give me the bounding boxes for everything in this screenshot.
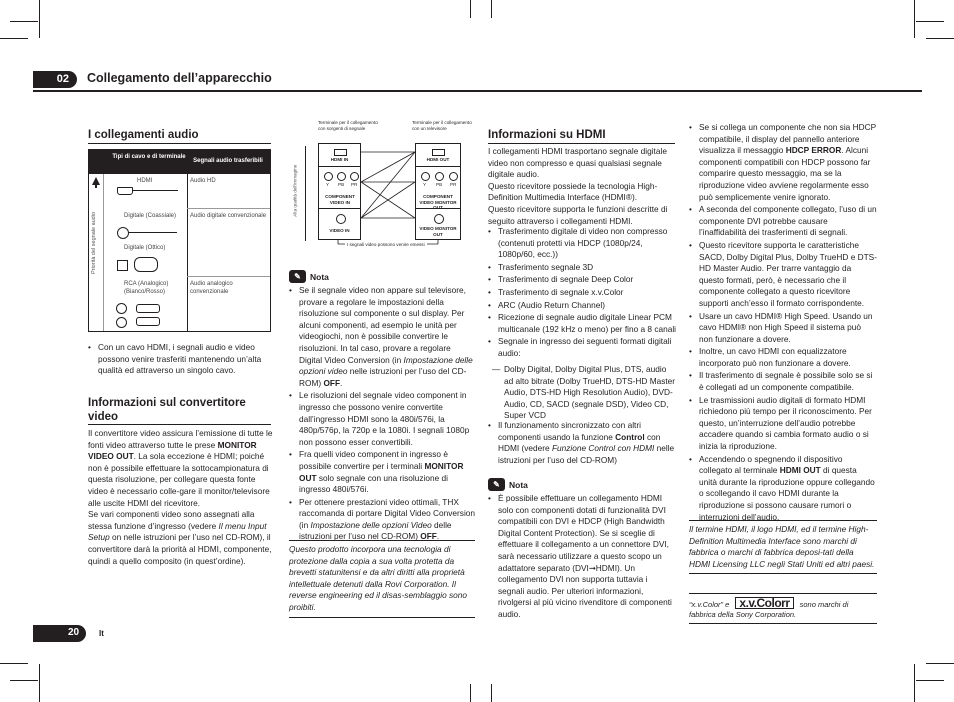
table-cell-signal: Audio HD (190, 178, 216, 184)
crop-mark (916, 21, 944, 22)
paragraph: I collegamenti HDMI trasportano segnale digitale video non compresso e quasi qualsiasi segnale digitale audio. (488, 146, 667, 180)
crop-mark (470, 0, 471, 18)
paragraph: Questo ricevitore possiede la tecnologia High-Definition Multimedia Interface (HDMI®). (488, 180, 658, 203)
hdmi-notes-list (689, 122, 877, 524)
table-side-divider (103, 174, 104, 331)
rovi-notice-box: Questo prodotto incorpora una tecnologia di protezione dalla copia a sua volta protetta da brevetti statunitensi e da altri diritti alla proprietà intellettuale detenuti dalla Rovi Corporation. Il reverse engineering ed il disas-semblaggio sono proibiti. (289, 540, 475, 618)
audio-format-list (488, 364, 676, 422)
rca-plug-icon (136, 304, 160, 313)
crop-mark (0, 663, 28, 664)
list-item: • Trasferimento di segnale x.v.Color (488, 287, 676, 299)
jack-label-y: Y (423, 182, 427, 187)
table-cell-signal: Audio analogico convenzionale (190, 281, 233, 295)
dvi-note (488, 493, 676, 622)
crop-mark (926, 38, 954, 39)
list-item: • Segnale in ingresso dei seguenti formati digitali audio: (488, 336, 676, 359)
list-item: • Il funzionamento sincronizzato con altri componenti usando la funzione Control con HDMI (vedere Funzione Control con HDMI nelle istruzioni per l’uso del CD-ROM) (488, 420, 676, 466)
video-out-label: VIDEO MONITOR OUT (419, 226, 457, 237)
list-item: • Trasferimento segnale 3D (488, 262, 676, 274)
list-item: • Fra quelli video component in ingresso è possibile convertire per i terminali MONITOR OUT solo segnale con una risoluzione di ingresso 480i/576i. (289, 449, 476, 495)
table-cell-signal: Audio digitale convenzionale (190, 213, 267, 219)
paragraph: Il convertitore video assicura l’emissione di tutte le fonti video attraverso tutte le prese MONITOR VIDEO OUT. La sola eccezione è HDMI; poiché non è possibile effettuare la sottocampionatura di questa risoluzione, per collegare questa fonte video è necessario colle-gare il monitor/televisore alle uscite HDMI del ricevitore. (88, 428, 273, 508)
cable-line (129, 232, 177, 233)
hdmi-audio-note (88, 342, 271, 378)
list-item: • A seconda del componente collegato, l’uso di un componente DVI potrebbe causare l’inaffidabilità dei trasferimenti di segnali. (689, 204, 877, 239)
list-item: • Se il segnale video non appare sul televisore, provare a regolare le impostazioni della risoluzione sul componente o sul display. Per alcuni componenti, ad esempio le unità per videogiochi, non è possibile convertire le risoluzioni. In tal caso, provare a regolare Digital Video Conversion (in Impostazione delle opzioni video nelle istruzioni per l’uso del CD-ROM) OFF. (289, 285, 476, 389)
rca-connector-icon (116, 317, 127, 328)
crop-mark (39, 0, 40, 38)
list-item: • Il trasferimento di segnale è possibile solo se si è collegati ad un componente compatibile. (689, 370, 877, 393)
crop-mark (39, 664, 40, 702)
priority-arrow-shaft (95, 184, 97, 188)
chapter-badge: 02 (33, 71, 77, 88)
component-in-label: COMPONENT VIDEO IN (325, 194, 355, 205)
video-in-label: VIDEO IN (329, 228, 350, 233)
page-language: It (99, 629, 104, 638)
hdmi-control-item (488, 420, 676, 467)
header-rule (33, 90, 922, 92)
list-item: • Con un cavo HDMI, i segnali audio e video possono venire trasferiti mantenendo un’alta qualità ed attraverso un singolo cavo. (88, 342, 271, 377)
jack-label-pb: PB (338, 182, 345, 187)
table-cell-cable: RCA (Analogico) (Bianco/Rosso) (124, 281, 169, 295)
diagram-side-label: Alta qualità dell’immagine (292, 164, 298, 217)
table-cell-cable: HDMI (137, 178, 153, 184)
jack-label-pr: PR (351, 182, 358, 187)
crop-mark (10, 680, 38, 681)
rca-connector-icon (116, 303, 127, 314)
section-heading-audio: I collegamenti audio (88, 129, 199, 141)
table-cell-cable: Digitale (Ottico) (124, 245, 166, 251)
audio-cable-table (88, 149, 271, 332)
hdmi-connector-icon (117, 187, 133, 195)
hdmi-intro (488, 146, 676, 227)
chapter-title: Collegamento dell’apparecchio (87, 71, 272, 85)
rca-plug-icon (136, 317, 160, 326)
diagram-label-source: Terminale per il collegamento con sorgenti di segnale (318, 120, 378, 131)
list-item: • Inoltre, un cavo HDMI con equalizzatore incorporato può non funzionare a dovere. (689, 346, 877, 369)
crop-mark (914, 664, 915, 702)
coaxial-connector-icon (117, 227, 129, 239)
list-item: • Accendendo o spegnendo il dispositivo collegato al terminale HDMI OUT di questa unità durante la riproduzione oppure collegando o scollegando il cavo HDMI durante la riproduzione si possono causare rumori o interruzioni dell’audio. (689, 454, 877, 524)
row-divider (187, 276, 270, 277)
page-number: 20 (68, 627, 80, 638)
note-icon: ✎ (488, 478, 505, 491)
priority-label: Priorità del segnale audio (91, 211, 97, 275)
crop-mark (926, 663, 954, 664)
diagram-label-tv: Terminale per il collegamento con un televisore (412, 120, 472, 131)
component-out-label: COMPONENT VIDEO MONITOR (419, 194, 457, 205)
list-item: — Dolby Digital, Dolby Digital Plus, DTS, audio ad alto bitrate (Dolby TrueHD, DTS-HD Master Audio, DTS-HD High Resolution Audio), DVD-Audio, CD, SACD (segnale DSD), Video CD, Super VCD (488, 364, 676, 422)
optical-connector-icon (117, 260, 128, 271)
converter-text (88, 428, 274, 567)
heading-rule (88, 143, 271, 144)
crop-mark (916, 680, 944, 681)
cable-line (132, 190, 178, 191)
note-heading: ✎ Nota (488, 478, 528, 491)
table-header-col2: Segnali audio trasferibili (193, 158, 263, 164)
crop-mark (491, 684, 492, 702)
list-item: • ARC (Audio Return Channel) (488, 300, 676, 312)
diagram-caption: I segnali video possono venire emessi (347, 242, 425, 247)
list-item: • È possibile effettuare un collegamento HDMI solo con componenti dotati di funzionalità DVI compatibili con DVI e HDCP (High Bandwidth Digital Content Protection). Se si sceglie di effettuare il collegamento a un connettore DVI, sarà necessario utilizzare a questo scopo un adattatore separato (DVI➞HDMI). Un collegamento DVI non supporta tuttavia i segnali audio. Per ulteriori informazioni, rivolgersi al più vicino rivenditore di componenti audio. (488, 493, 676, 621)
heading-rule (88, 424, 271, 425)
video-signal-diagram (290, 120, 475, 255)
section-heading-converter: Informazioni sul convertitore video (88, 397, 246, 423)
jack-label-pb: PB (436, 182, 443, 187)
table-cell-cable: Digitale (Coassiale) (124, 213, 177, 219)
crop-mark (491, 0, 492, 18)
note-icon: ✎ (289, 270, 306, 283)
hdmi-out-label: HDMI OUT (426, 157, 450, 162)
list-item: • Ricezione di segnale audio digitale Linear PCM multicanale (192 kHz o meno) per fino a 8 canali (488, 312, 676, 335)
list-item: • Per ottenere prestazioni video ottimali, THX raccomanda di portare Digital Video Conversion (in Impostazione delle opzioni Video delle istruzioni per l’uso nel CD-ROM) OFF. (289, 497, 476, 543)
section-heading-hdmi: Informazioni su HDMI (488, 129, 606, 141)
crop-mark (0, 38, 28, 39)
list-item: • Le risoluzioni del segnale video component in ingresso che possono venire convertite dall’ingresso HDMI sono la 480i/576i, la 480p/576p, la 720p e la 1080i. I segnali 1080p non possono esser convertibili. (289, 390, 476, 448)
crop-mark (914, 0, 915, 38)
hdmi-trademark-box: Il termine HDMI, il logo HDMI, ed il termine High-Definition Multimedia Interface sono marchi di fabbrica o marchi di fabbrica deposi-tati della HDMI Licensing LLC negli Stati Uniti ed altri paesi. (689, 520, 877, 574)
jack-label-pr: PR (450, 182, 457, 187)
list-item: • Se si collega un componente che non sia HDCP compatibile, il display del pannello anteriore visualizza il messaggio HDCP ERROR. Alcuni componenti compatibili con HDCP possono far comparire questo messaggio, ma se la riproduzione video avviene regolarmente esso può semplicemente venire ignorato. (689, 122, 877, 203)
list-item: • Questo ricevitore supporta le caratteristiche SACD, Dolby Digital Plus, Dolby TrueHD e DTS-HD Master Audio. Per trarre vantaggio da questo formati, però, è necessario che il componente collegato a questo ricevitore supporti anch’esso il formato corrispondente. (689, 240, 877, 310)
list-item: • Trasferimento di segnale Deep Color (488, 274, 676, 286)
list-item: • Trasferimento digitale di video non compresso (contenuti protetti via HDCP (1080p/24, 1080p/60, ecc.)) (488, 226, 676, 261)
hdmi-in-label: HDMI IN (330, 157, 349, 162)
xvcolor-trademark-box: “x.v.Color” e x.v.Colorr sono marchi di fabbrica della Sony Corporation. (689, 593, 877, 624)
paragraph: Questo ricevitore supporta le funzioni descritte di seguito attraverso i collegamenti HDMI. (488, 203, 668, 226)
crop-mark (470, 684, 471, 702)
note-list (289, 285, 476, 544)
list-item: • Le trasmissioni audio digitali di formato HDMI richiedono più tempo per il riconoscimento. Per questo, un’interruzione dell’audio potrebbe accadere quando si cambia formato audio o si inizia la riproduzione. (689, 395, 877, 453)
crop-mark (10, 21, 38, 22)
table-col-divider (187, 174, 188, 331)
note-heading: ✎ Nota (289, 270, 329, 283)
signal-paths (290, 120, 475, 255)
list-item: • Usare un cavo HDMI® High Speed. Usando un cavo HDMI® non High Speed il sistema può non funzionare a dovere. (689, 311, 877, 346)
heading-rule (488, 143, 675, 144)
xvcolor-logo: x.v.Colorr (735, 597, 793, 609)
jack-label-y: Y (326, 182, 330, 187)
row-divider (187, 208, 270, 209)
paragraph: Se vari componenti video sono assegnati alla stessa funzione d’ingresso (vedere Il menu Input Setup on nelle istruzioni per l’uso nel CD-ROM), il convertitore darà la priorità al HDMI, componente, quindi a quello composito (in quest’ordine). (88, 509, 272, 566)
hdmi-feature-list (488, 226, 676, 361)
table-header-col1: Tipi di cavo e di terminale (112, 154, 186, 160)
optical-cable-icon (134, 257, 158, 272)
